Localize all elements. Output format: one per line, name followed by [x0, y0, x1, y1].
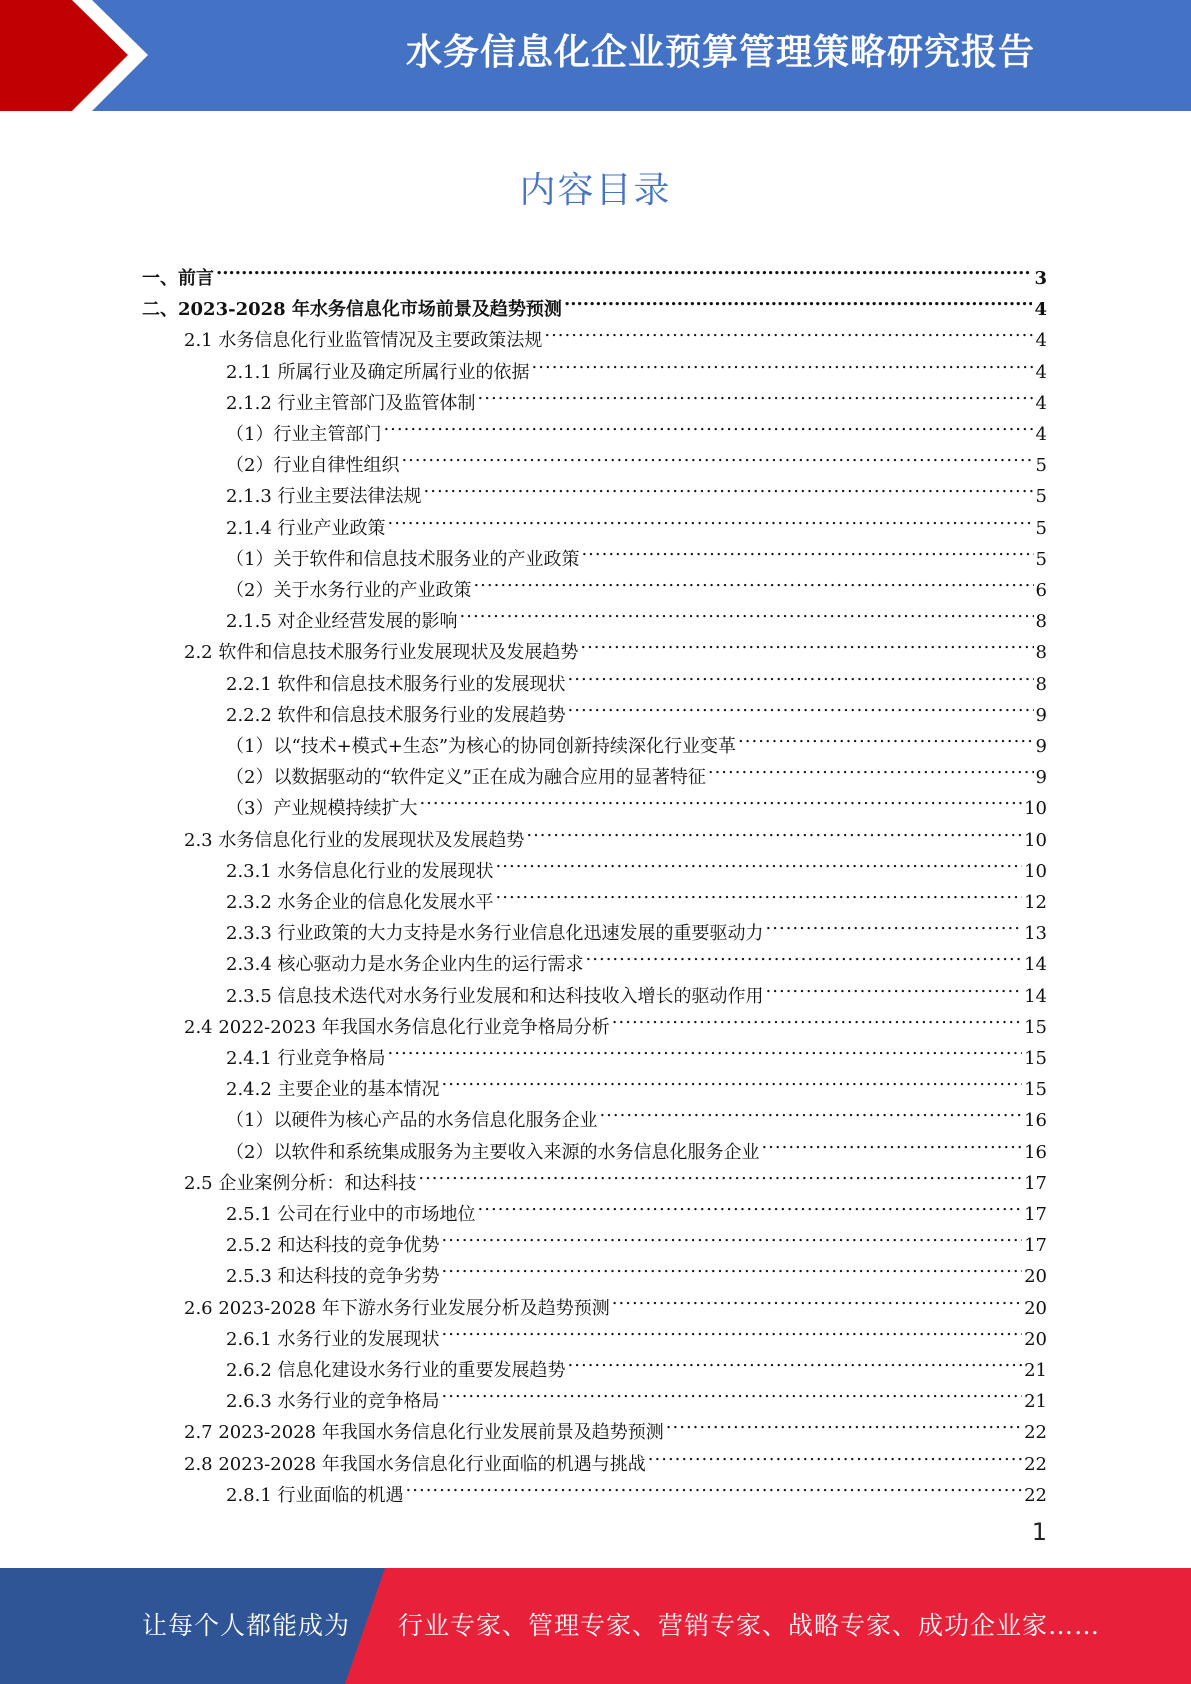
toc-entry-title: 2.8.1 行业面临的机遇: [226, 1484, 404, 1506]
toc-entry-page: 14: [1024, 985, 1047, 1007]
toc-entry[interactable]: [226, 940, 1047, 976]
toc-entry[interactable]: [184, 1284, 1047, 1319]
toc-entry[interactable]: [184, 316, 1047, 352]
toc-entry-title: 2.1.5 对企业经营发展的影响: [226, 611, 458, 633]
toc-entry-page: 6: [1035, 580, 1047, 601]
toc-entry-page: 20: [1024, 1297, 1047, 1319]
toc-entry-title: （2）以数据驱动的“软件定义”正在成为融合应用的显著特征: [226, 767, 706, 789]
toc-entry-title: 2.6.3 水务行业的竞争格局: [226, 1391, 440, 1413]
toc-entry[interactable]: [226, 504, 1047, 539]
toc-entry-title: 2.3.2 水务企业的信息化发展水平: [226, 892, 494, 913]
toc-leader-dots: [478, 1190, 1023, 1220]
toc-entry-page: 4: [1034, 299, 1047, 321]
toc-leader-dots: [766, 972, 1023, 1002]
toc-entry-page: 13: [1024, 923, 1047, 945]
toc-entry-title: 2.6.2 信息化建设水务行业的重要发展趋势: [226, 1360, 566, 1381]
toc-leader-dots: [612, 1284, 1022, 1314]
toc-title: 内容目录: [519, 170, 672, 211]
toc-entry[interactable]: [142, 254, 1047, 289]
toc-entry-title: 2.3.3 行业政策的大力支持是水务行业信息化迅速发展的重要驱动力: [226, 923, 764, 945]
toc-entry-page: 10: [1024, 829, 1047, 851]
toc-entry-page: 21: [1024, 1391, 1047, 1413]
toc-leader-dots: [526, 816, 1022, 846]
toc-entry-title: （1）关于软件和信息技术服务业的产业政策: [226, 548, 580, 570]
toc-entry[interactable]: [184, 1003, 1047, 1038]
toc-entry[interactable]: [226, 1471, 1047, 1506]
toc-leader-dots: [766, 909, 1023, 939]
toc-leader-dots: [580, 628, 1033, 658]
toc-leader-dots: [473, 566, 1033, 596]
toc-entry-page: 5: [1035, 548, 1047, 570]
toc-entry[interactable]: [226, 597, 1047, 633]
toc-entry-page: 22: [1024, 1422, 1047, 1444]
toc-leader-dots: [599, 1096, 1022, 1126]
toc-entry-page: 5: [1035, 517, 1047, 539]
toc-entry-page: 15: [1024, 1016, 1047, 1038]
toc-entry-title: 2.5.1 公司在行业中的市场地位: [226, 1204, 476, 1225]
toc-entry-page: 15: [1024, 1079, 1047, 1101]
toc-entry-title: 2.8 2023-2028 年我国水务信息化行业面临的机遇与挑战: [184, 1453, 646, 1475]
toc-leader-dots: [738, 722, 1034, 752]
toc-entry-page: 4: [1035, 424, 1047, 445]
toc-entry-title: 2.1 水务信息化行业监管情况及主要政策法规: [184, 330, 543, 352]
toc-leader-dots: [401, 441, 1033, 471]
toc-leader-dots: [581, 535, 1033, 565]
toc-entry[interactable]: [226, 722, 1047, 757]
toc-leader-dots: [442, 1252, 1023, 1282]
toc-entry[interactable]: [226, 909, 1047, 945]
toc-leader-dots: [648, 1440, 1022, 1470]
toc-leader-dots: [383, 410, 1033, 440]
toc-entry-page: 9: [1035, 736, 1047, 757]
toc-entry-title: 2.3.4 核心驱动力是水务企业内生的运行需求: [226, 954, 584, 976]
toc-entry-title: 2.2.1 软件和信息技术服务行业的发展现状: [226, 673, 566, 695]
toc-entry[interactable]: [184, 1408, 1047, 1444]
toc-entry[interactable]: [184, 628, 1047, 664]
toc-leader-dots: [568, 660, 1034, 690]
toc-leader-dots: [388, 504, 1034, 534]
toc-entry-title: 2.3.5 信息技术迭代对水务行业发展和和达科技收入增长的驱动作用: [226, 985, 764, 1007]
toc-entry[interactable]: [226, 1034, 1047, 1069]
toc-entry[interactable]: [226, 878, 1047, 913]
toc-leader-dots: [442, 1221, 1023, 1251]
toc-leader-dots: [586, 940, 1023, 970]
toc-entry-title: 2.4.2 主要企业的基本情况: [226, 1079, 440, 1101]
toc-leader-dots: [666, 1408, 1022, 1438]
toc-leader-dots: [406, 1471, 1023, 1501]
toc-entry-title: 2.5.2 和达科技的竞争优势: [226, 1235, 440, 1257]
toc-entry-title: 2.7 2023-2028 年我国水务信息化行业发展前景及趋势预测: [184, 1422, 664, 1444]
toc-entry-page: 17: [1024, 1172, 1047, 1194]
toc-entry[interactable]: [226, 1377, 1047, 1413]
toc-entry[interactable]: [142, 285, 1047, 321]
toc-entry-page: 9: [1035, 704, 1047, 726]
toc-entry[interactable]: [226, 1096, 1047, 1132]
footer-slogan-left: 让每个人都能成为: [142, 1611, 351, 1640]
toc-leader-dots: [612, 1003, 1022, 1033]
toc-entry[interactable]: [226, 1128, 1047, 1163]
toc-leader-dots: [442, 1315, 1023, 1345]
toc-leader-dots: [478, 379, 1034, 409]
toc-entry-page: 8: [1035, 642, 1047, 664]
toc-entry-title: 一、前言: [142, 268, 214, 289]
toc-entry-page: 16: [1024, 1110, 1047, 1132]
toc-entry-title: 2.2 软件和信息技术服务行业发展现状及发展趋势: [184, 642, 579, 664]
toc-leader-dots: [708, 753, 1034, 783]
toc-leader-dots: [418, 1159, 1022, 1189]
toc-entry[interactable]: [226, 691, 1047, 726]
toc-entry[interactable]: [226, 1252, 1047, 1288]
toc-entry-title: 2.3 水务信息化行业的发展现状及发展趋势: [184, 829, 525, 851]
toc-entry-title: （2）行业自律性组织: [226, 455, 400, 477]
toc-entry-page: 22: [1024, 1484, 1047, 1506]
toc-entry-page: 16: [1024, 1141, 1047, 1163]
toc-entry-page: 3: [1034, 268, 1047, 289]
toc-leader-dots: [442, 1377, 1023, 1407]
toc-entry[interactable]: [226, 784, 1047, 820]
footer-slogan-right: 行业专家、管理专家、营销专家、战略专家、成功企业家……: [398, 1611, 1101, 1640]
toc-entry[interactable]: [226, 379, 1047, 414]
toc-entry-page: 10: [1024, 860, 1047, 882]
toc-entry-page: 15: [1024, 1048, 1047, 1069]
toc-leader-dots: [424, 472, 1034, 502]
toc-entry-page: 5: [1035, 486, 1047, 508]
toc-entry-title: （2）以软件和系统集成服务为主要收入来源的水务信息化服务企业: [226, 1141, 760, 1163]
toc-entry-page: 21: [1024, 1360, 1047, 1381]
toc-entry[interactable]: [226, 660, 1047, 695]
footer-banner: [0, 1568, 1191, 1684]
toc-entry-page: 5: [1035, 455, 1047, 477]
toc-entry-page: 17: [1024, 1235, 1047, 1257]
toc-entry-title: 二、2023-2028 年水务信息化市场前景及趋势预测: [142, 299, 562, 321]
toc-entry-title: 2.6 2023-2028 年下游水务行业发展分析及趋势预测: [184, 1297, 610, 1319]
toc-entry-title: 2.5.3 和达科技的竞争劣势: [226, 1266, 440, 1288]
toc-entry-page: 4: [1035, 392, 1047, 414]
toc-entry-page: 8: [1035, 611, 1047, 633]
toc-entry[interactable]: [226, 1221, 1047, 1257]
toc-entry-page: 12: [1024, 892, 1047, 913]
toc-entry[interactable]: [226, 535, 1047, 570]
toc-entry[interactable]: [226, 1315, 1047, 1350]
toc-entry-page: 8: [1035, 673, 1047, 695]
toc-entry[interactable]: [226, 472, 1047, 508]
toc-entry-title: 2.1.1 所属行业及确定所属行业的依据: [226, 361, 530, 383]
toc-entry[interactable]: [226, 753, 1047, 789]
toc-entry-page: 22: [1024, 1453, 1047, 1475]
page-number: 1: [1031, 1518, 1047, 1546]
toc-entry-title: 2.5 企业案例分析：和达科技: [184, 1172, 417, 1194]
toc-entry[interactable]: [226, 566, 1047, 601]
toc-entry-title: （1）行业主管部门: [226, 424, 382, 445]
toc-entry[interactable]: [184, 816, 1047, 851]
toc-leader-dots: [388, 1034, 1023, 1064]
toc-entry-title: （2）关于水务行业的产业政策: [226, 580, 472, 601]
header-banner: [0, 0, 1191, 111]
toc-leader-dots: [496, 878, 1023, 908]
toc-leader-dots: [532, 348, 1034, 378]
toc-entry-title: （3）产业规模持续扩大: [226, 798, 418, 820]
toc-entry-title: 2.1.3 行业主要法律法规: [226, 486, 422, 508]
toc-entry-title: 2.1.4 行业产业政策: [226, 517, 386, 539]
toc-entry-title: 2.1.2 行业主管部门及监管体制: [226, 392, 476, 414]
toc-leader-dots: [568, 1346, 1023, 1376]
toc-leader-dots: [761, 1128, 1022, 1158]
toc-entry[interactable]: [226, 1346, 1047, 1381]
toc-leader-dots: [564, 285, 1033, 315]
toc-leader-dots: [568, 691, 1034, 721]
toc-entry-title: （1）以硬件为核心产品的水务信息化服务企业: [226, 1110, 598, 1132]
toc-entry[interactable]: [226, 410, 1047, 445]
toc-entry-title: 2.4 2022-2023 年我国水务信息化行业竞争格局分析: [184, 1016, 610, 1038]
toc-entry[interactable]: [226, 1065, 1047, 1101]
toc-entry-title: 2.6.1 水务行业的发展现状: [226, 1328, 440, 1350]
toc-entry-title: （1）以“技术+模式+生态”为核心的协同创新持续深化行业变革: [226, 736, 737, 757]
toc-leader-dots: [442, 1065, 1023, 1095]
toc-entry[interactable]: [226, 847, 1047, 882]
toc-entry-page: 20: [1024, 1328, 1047, 1350]
toc-entry-page: 9: [1035, 767, 1047, 789]
toc-entry-title: 2.2.2 软件和信息技术服务行业的发展趋势: [226, 704, 566, 726]
report-title: 水务信息化企业预算管理策略研究报告: [405, 32, 1035, 73]
toc-entry[interactable]: [226, 348, 1047, 383]
toc-entry[interactable]: [226, 1190, 1047, 1225]
toc-leader-dots: [460, 597, 1034, 627]
toc-entry-page: 20: [1024, 1266, 1047, 1288]
toc-entry-page: 4: [1035, 330, 1047, 352]
toc-entry[interactable]: [184, 1440, 1047, 1475]
toc-entry-title: 2.4.1 行业竞争格局: [226, 1048, 386, 1069]
toc-entry-page: 17: [1024, 1204, 1047, 1225]
toc-entry-page: 10: [1024, 798, 1047, 820]
toc-entry[interactable]: [184, 1159, 1047, 1194]
toc-leader-dots: [544, 316, 1033, 346]
toc-leader-dots: [496, 847, 1023, 877]
toc-entry[interactable]: [226, 441, 1047, 477]
toc-entry-page: 14: [1024, 954, 1047, 976]
toc-entry-title: 2.3.1 水务信息化行业的发展现状: [226, 860, 494, 882]
toc-entry-page: 4: [1035, 361, 1047, 383]
toc-leader-dots: [216, 254, 1032, 284]
toc-leader-dots: [419, 784, 1022, 814]
toc-entry[interactable]: [226, 972, 1047, 1007]
